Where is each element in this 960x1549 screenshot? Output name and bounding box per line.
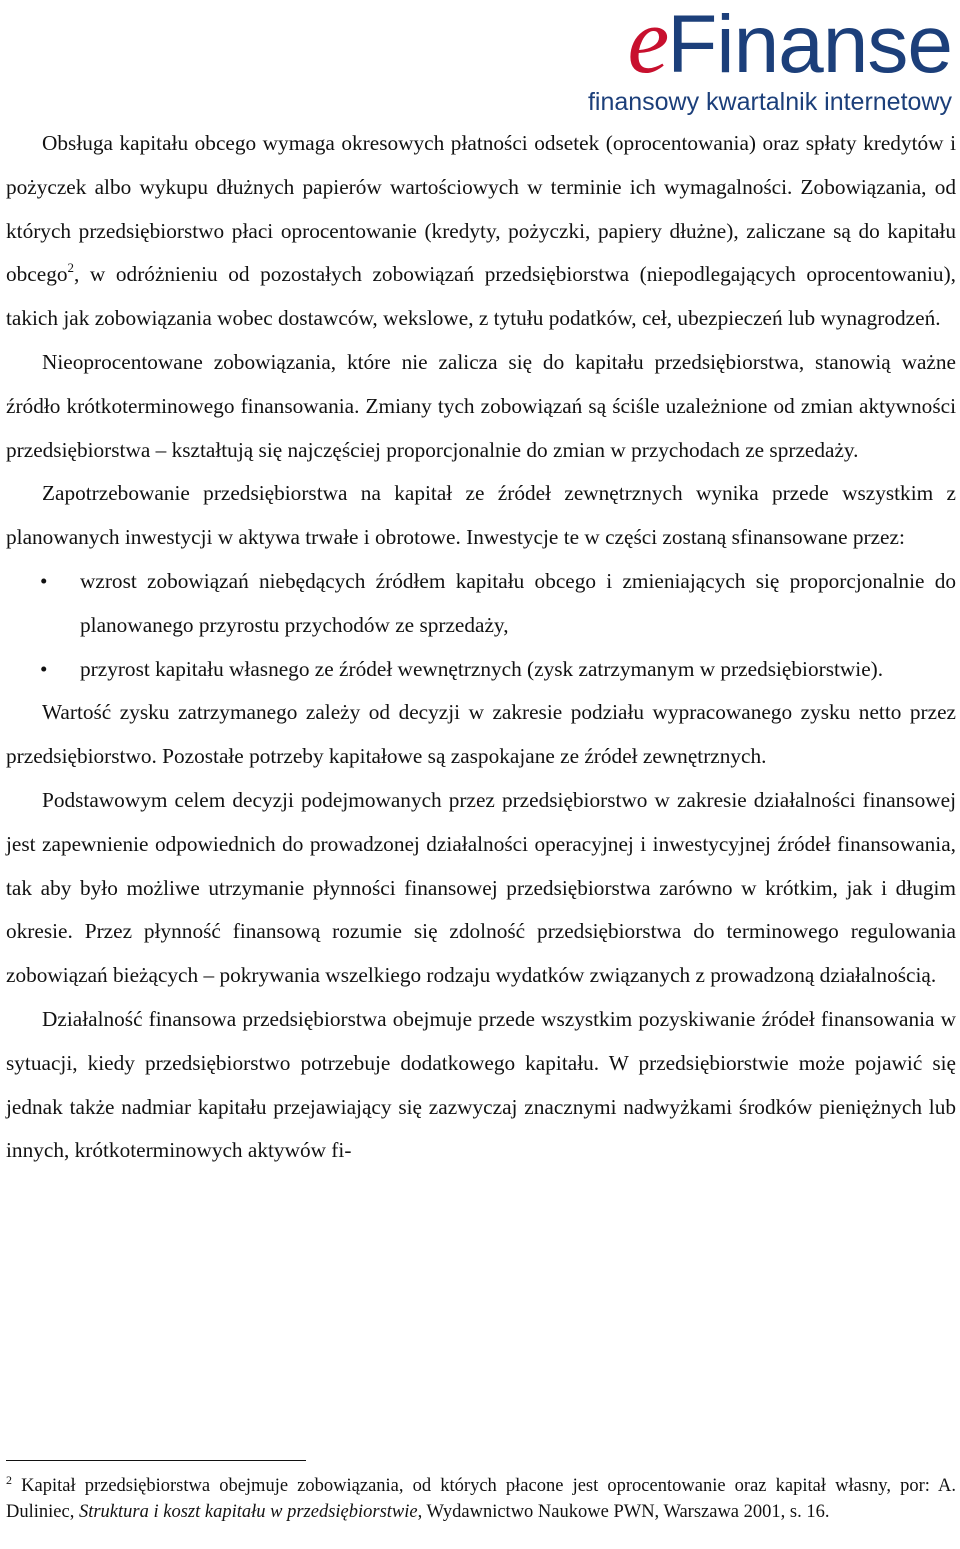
bullet-dot-icon: •	[40, 568, 48, 593]
bullet-list	[6, 560, 956, 691]
bullet-dot-icon: •	[40, 656, 48, 681]
logo-finanse-word: Finanse	[667, 0, 952, 90]
logo-e-letter: e	[627, 0, 668, 93]
paragraph-6: Działalność finansowa przedsiębiorstwa obejmuje przede wszystkim pozyskiwanie źródeł finansowania w sytuacji, kiedy przedsiębiorstwo potrzebuje dodatkowego kapitału. W przedsiębiorstwie może pojawić się jednak także nadmiar kapitału przejawiający się zazwyczaj znacznymi nadwyżkami środków pieniężnych lub innych, krótkoterminowych aktywów fi-	[6, 1006, 956, 1163]
bullet-item-1-text: wzrost zobowiązań niebędących źródłem kapitału obcego i zmieniających się proporcjonalnie do planowanego przyrostu przychodów ze sprzedaży,	[80, 568, 956, 637]
logo-tagline: finansowy kwartalnik internetowy	[587, 88, 952, 116]
footnote-text-a: Kapitał przedsiębiorstwa obejmuje zobowiązania, od których płacone jest oprocentowanie oraz kapitał własny, por: A. Duliniec,	[6, 1476, 956, 1522]
footnote-book-title: Struktura i koszt kapitału w przedsiębiorstwie	[78, 1502, 418, 1522]
logo-wordmark	[627, 0, 952, 93]
article-body	[6, 122, 956, 1173]
bullet-item-2-text: przyrost kapitału własnego ze źródeł wewnętrznych (zysk zatrzymanym w przedsiębiorstwie).	[80, 656, 884, 681]
paragraph-2: Nieoprocentowane zobowiązania, które nie zalicza się do kapitału przedsiębiorstwa, stanowią ważne źródło krótkoterminowego finansowania. Zmiany tych zobowiązań są ściśle uzależnione od zmian aktywności przedsiębiorstwa – kształtują się najczęściej proporcjonalnie do zmian w przychodach ze sprzedaży.	[6, 349, 956, 462]
footnote-ref-2: 2	[67, 260, 74, 276]
paragraph-1	[6, 122, 956, 341]
paragraph-3: Zapotrzebowanie przedsiębiorstwa na kapitał ze źródeł zewnętrznych wynika przede wszystkim z planowanych inwestycji w aktywa trwałe i obrotowe. Inwestycje te w części zostaną sfinansowane przez:	[6, 481, 956, 550]
footnote-separator	[6, 1460, 306, 1461]
paragraph-1-text-b: , w odróżnieniu od pozostałych zobowiązań przedsiębiorstwa (niepodlegających oprocentowaniu), takich jak zobowiązania wobec dostawców, wekslowe, z tytułu podatków, ceł, ubezpieczeń lub wynagrodzeń.	[6, 262, 956, 331]
footnote-2	[6, 1473, 956, 1525]
paragraph-4: Wartość zysku zatrzymanego zależy od decyzji w zakresie podziału wypracowanego zysku netto przez przedsiębiorstwo. Pozostałe potrzeby kapitałowe są zaspokajane ze źródeł zewnętrznych.	[6, 700, 956, 769]
efinanse-logo	[576, 0, 956, 128]
footnote-text-b: , Wydawnictwo Naukowe PWN, Warszawa 2001, s. 16.	[417, 1502, 830, 1522]
paragraph-1-text-a: Obsługa kapitału obcego wymaga okresowych płatności odsetek (oprocentowania) oraz spłaty kredytów i pożyczek albo wykupu dłużnych papierów wartościowych w terminie ich wymagalności. Zobowiązania, od których przedsiębiorstwo płaci oprocentowanie (kredyty, pożyczki, papiery dłużne), zaliczane są do kapitału obcego	[6, 131, 956, 287]
bullet-item-1	[6, 560, 956, 648]
bullet-item-2	[6, 648, 956, 692]
paragraph-5: Podstawowym celem decyzji podejmowanych przez przedsiębiorstwo w zakresie działalności finansowej jest zapewnienie odpowiednich do prowadzonej działalności operacyjnej i inwestycyjnej źródeł finansowania, tak aby było możliwe utrzymanie płynności finansowej przedsiębiorstwa zarówno w krótkim, jak i długim okresie. Przez płynność finansową rozumie się zdolność przedsiębiorstwa do terminowego regulowania zobowiązań bieżących – pokrywania wszelkiego rodzaju wydatków związanych z prowadzoną działalnością.	[6, 787, 956, 988]
footnote-number: 2	[6, 1473, 12, 1487]
